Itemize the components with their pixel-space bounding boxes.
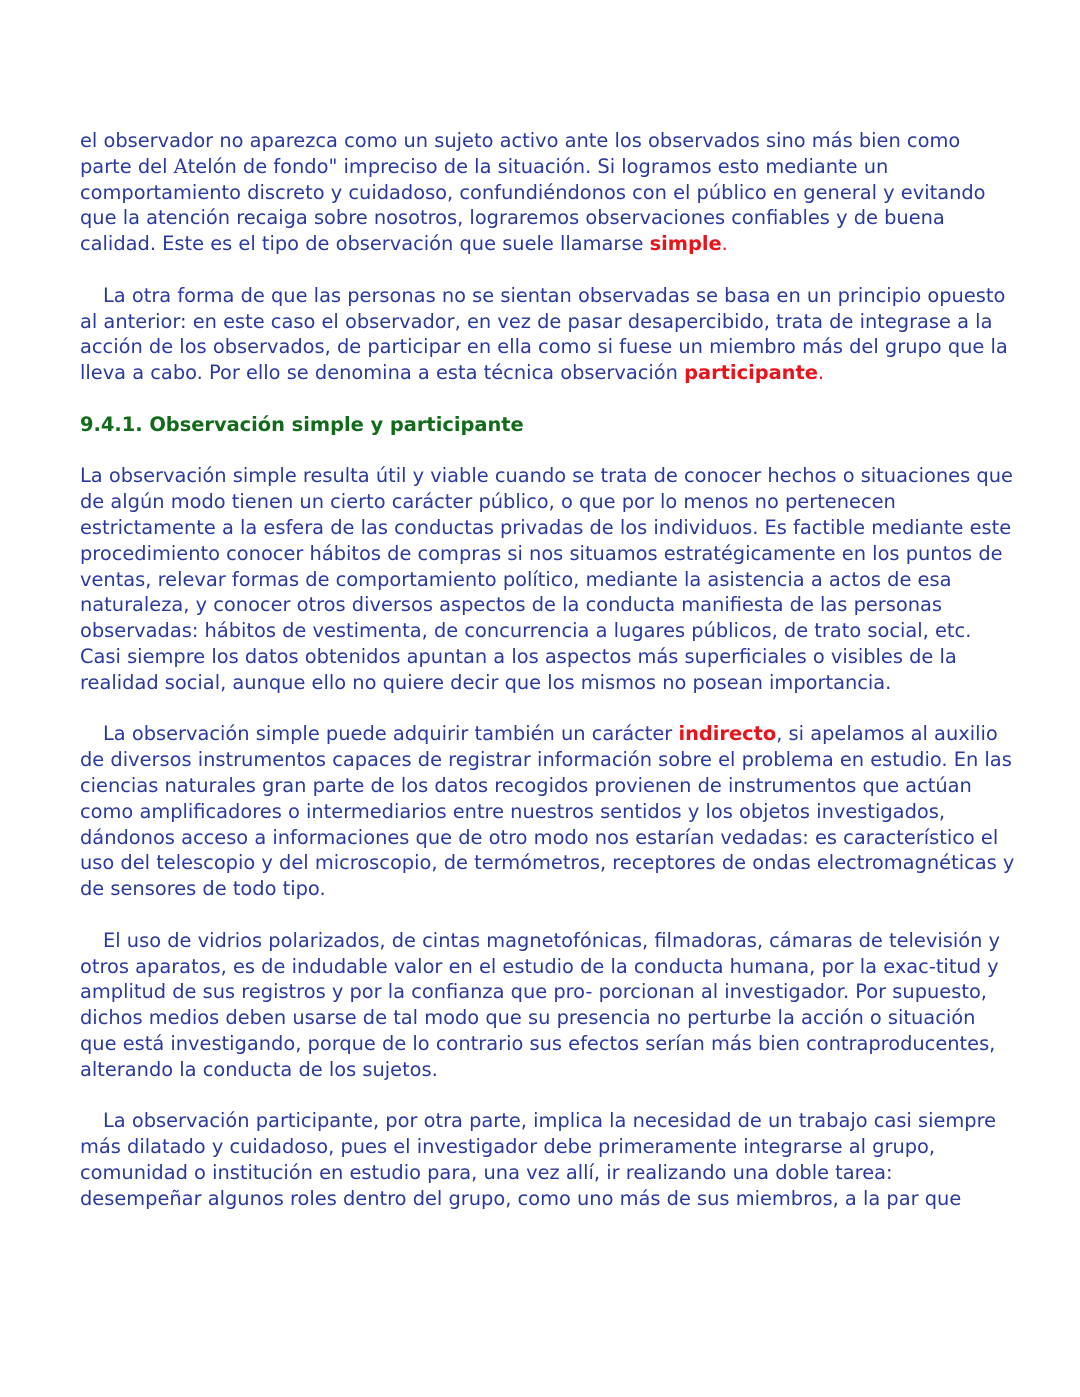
term-participante: participante: [684, 361, 818, 385]
paragraph-participant-observation: [80, 1108, 1015, 1211]
p4-text-b: , si apelamos al auxilio de diversos instrumentos capaces de registrar información sobre el problema en estudio. En las ciencias naturales gran parte de los datos recogidos provienen de instrumentos que actúan como amplificadores o intermediarios entre nuestros sentidos y los objetos investigados, dándonos acceso a informaciones que de otro modo nos estarían vedadas: es característico el uso del telescopio y del microscopio, de termómetros, receptores de ondas electromagnéticas y de sensores de todo tipo.: [80, 722, 1015, 901]
section-heading: 9.4.1. Observación simple y participante: [80, 412, 524, 436]
p2-text: La otra forma de que las personas no se sientan observadas se basa en un principio opuesto al anterior: en este caso el observador, en vez de pasar desapercibido, trata de integrase a la acción de los observados, de participar en ella como si fuese un miembro más del grupo que la lleva a cabo. Por ello se denomina a esta técnica observación: [80, 283, 1008, 385]
p1-text-b: telón de fondo" impreciso de la situación. Si logramos esto mediante un comportamiento discreto y cuidadoso, confundiéndonos con el público en general y evitando que la atención recaiga sobre nosotros, lograremos observaciones confiables y de buena calidad. Este es el tipo de observación que suele llamarse: [80, 154, 986, 256]
p4-text-a: La observación simple puede adquirir también un carácter: [103, 722, 679, 746]
p2-end: .: [817, 361, 825, 385]
term-indirecto: indirecto: [678, 722, 777, 746]
paragraph-participant-intro: [80, 283, 1015, 386]
paragraph-indirect-observation: [80, 721, 1015, 902]
p5-text: El uso de vidrios polarizados, de cintas magnetofónicas, filmadoras, cámaras de televisión y otros aparatos, es de indudable valor en el estudio de la conducta humana, por la exac-titud y amplitud de sus registros y por la confianza que pro- porcionan al investigador. Por supuesto, dichos medios deben usarse de tal modo que su presencia no perturbe la acción o situación que está investigando, porque de lo contrario sus efectos serían más bien contraproducentes, alterando la conducta de los sujetos.: [80, 928, 1001, 1081]
paragraph-simple-observation: [80, 463, 1015, 695]
p1-text-a: el observador no aparezca como un sujeto activo ante los observados sino más bien como parte del: [80, 129, 961, 178]
paragraph-simple-observation-intro: [80, 128, 1015, 257]
p1-glyph-a: A: [173, 154, 188, 178]
paragraph-instruments: [80, 928, 1015, 1083]
p1-end: .: [721, 232, 728, 256]
p6-text: La observación participante, por otra parte, implica la necesidad de un trabajo casi siempre más dilatado y cuidadoso, pues el investigador debe primeramente integrarse al grupo, comunidad o institución en estudio para, una vez allí, ir realizando una doble tarea: desempeñar algunos roles dentro del grupo, como uno más de sus miembros, a la par que: [80, 1109, 997, 1210]
document-page: [80, 128, 1015, 1237]
p3-text: La observación simple resulta útil y viable cuando se trata de conocer hechos o situaciones que de algún modo tienen un cierto carácter público, o que por lo menos no pertenecen estrictamente a la esfera de las conductas privadas de los individuos. Es factible mediante este procedimiento conocer hábitos de compras si nos situamos estratégicamente en los puntos de ventas, relevar formas de comportamiento político, mediante la asistencia a actos de esa naturaleza, y conocer otros diversos aspectos de la conducta manifiesta de las personas observadas: hábitos de vestimenta, de concurrencia a lugares públicos, de trato social, etc. Casi siempre los datos obtenidos apuntan a los aspectos más superficiales o visibles de la realidad social, aunque ello no quiere decir que los mismos no posean importancia.: [80, 464, 1013, 694]
term-simple: simple: [649, 232, 722, 256]
